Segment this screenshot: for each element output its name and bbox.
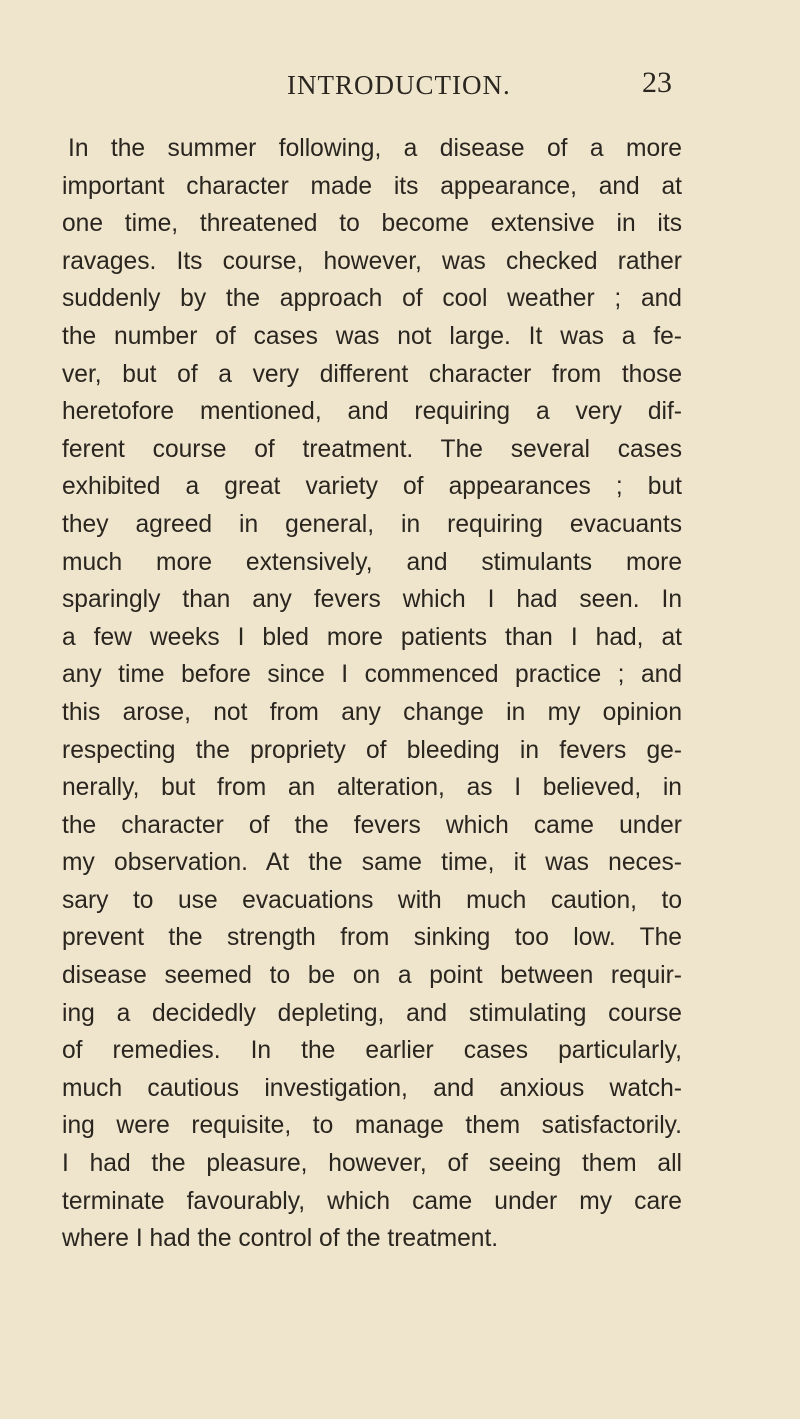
text-line: ing a decidedly depleting, and stimulating course [62,999,682,1027]
text-line: one time, threatened to become extensive in its [62,210,682,238]
text-line: disease seemed to be on a point between requir- [62,962,682,990]
text-line: much cautious investigation, and anxious watch- [62,1074,682,1102]
text-line: ver, but of a very different character from those [62,360,682,388]
text-line: sparingly than any fevers which I had seen. In [62,586,682,614]
page-number: 23 [642,66,672,99]
text-line: I had the pleasure, however, of seeing them all [62,1150,682,1178]
body-paragraph [62,130,682,1258]
text-line: ing were requisite, to manage them satisfactorily. [62,1112,682,1140]
text-line: exhibited a great variety of appearances ; but [62,473,682,501]
text-line-last: where I had the control of the treatment. [62,1225,499,1253]
text-line: a few weeks I bled more patients than I had, at [62,623,682,651]
text-line: my observation. At the same time, it was neces- [62,849,682,877]
text-line: respecting the propriety of bleeding in fevers ge- [62,736,682,764]
text-line: suddenly by the approach of cool weather ; and [62,285,682,313]
text-line: any time before since I commenced practice ; and [62,661,682,689]
text-line: ferent course of treatment. The several cases [62,435,682,463]
running-head-title: INTRODUCTION. [287,70,511,100]
text-line: the number of cases was not large. It was a fe- [62,322,682,350]
text-line: the character of the fevers which came under [62,811,682,839]
text-line: important character made its appearance, and at [62,172,682,200]
text-line: sary to use evacuations with much caution, to [62,886,682,914]
text-line: ravages. Its course, however, was checked rather [62,247,682,275]
text-line: much more extensively, and stimulants more [62,548,682,576]
text-line: they agreed in general, in requiring evacuants [62,510,682,538]
text-line: heretofore mentioned, and requiring a very dif- [62,398,682,426]
text-line: of remedies. In the earlier cases particularly, [62,1037,682,1065]
text-line: In the summer following, a disease of a more [68,135,682,162]
text-line: terminate favourably, which came under my care [62,1187,682,1215]
text-line: nerally, but from an alteration, as I believed, in [62,774,682,802]
text-line: this arose, not from any change in my opinion [62,698,682,726]
text-line: prevent the strength from sinking too low. The [62,924,682,952]
